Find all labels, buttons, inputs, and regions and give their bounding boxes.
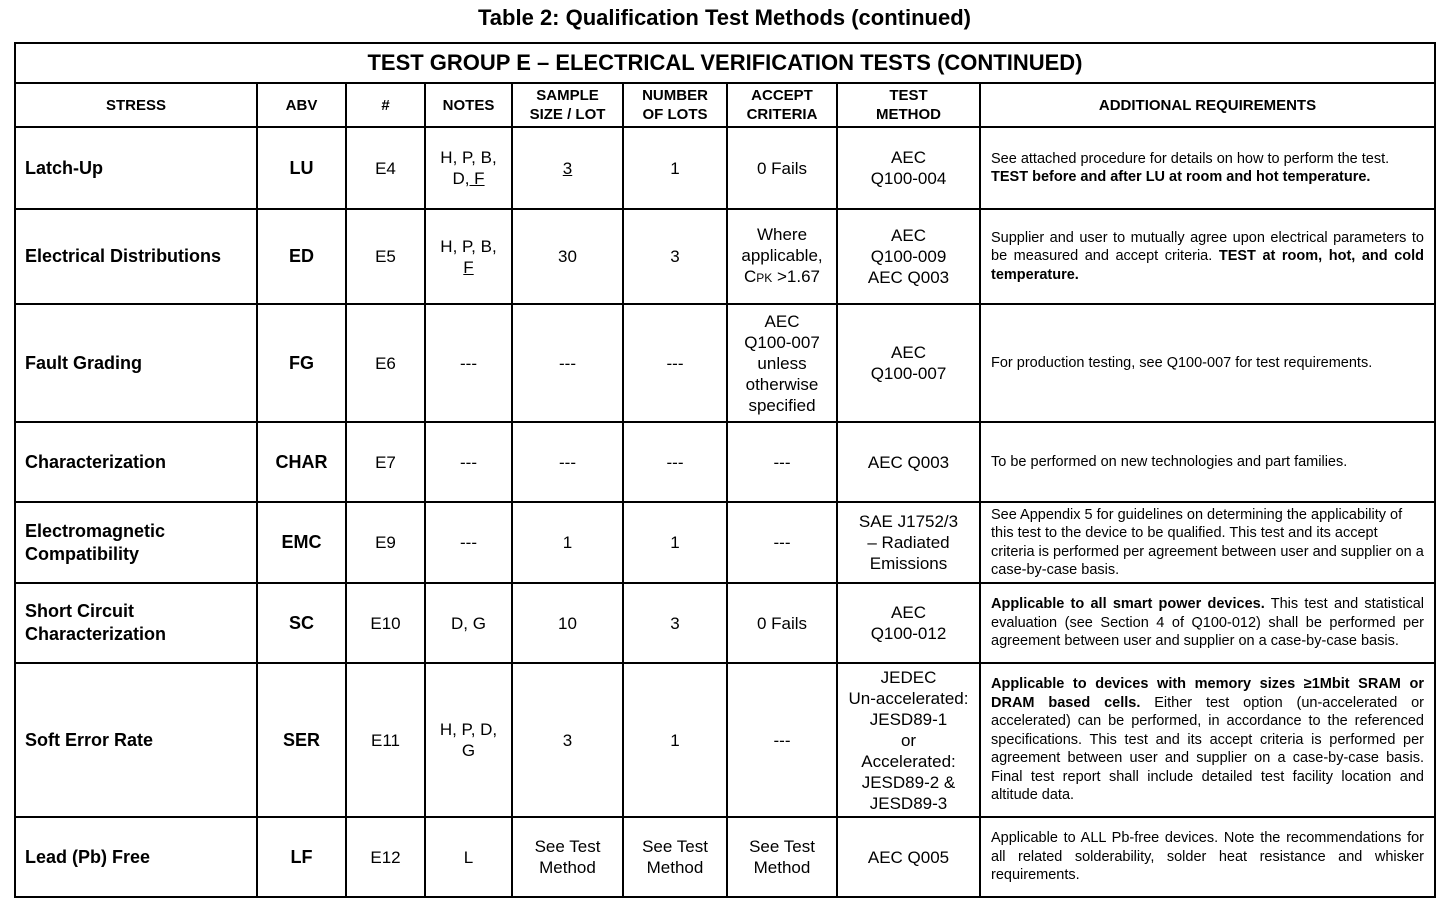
test-number-cell: E9 [346, 502, 425, 583]
notes-cell: L [425, 817, 512, 897]
notes-cell: H, P, B, F [425, 209, 512, 304]
table-row [15, 817, 1435, 897]
group-title: TEST GROUP E – ELECTRICAL VERIFICATION TESTS (CONTINUED) [15, 43, 1435, 83]
header-stress: STRESS [15, 83, 257, 127]
additional-requirements-cell: To be performed on new technologies and part families. [980, 422, 1435, 502]
table-row [15, 422, 1435, 502]
header-sample-size: SAMPLE SIZE / LOT [512, 83, 623, 127]
additional-requirements-cell: See attached procedure for details on how to perform the test. TEST before and after LU at room and hot temperature. [980, 127, 1435, 209]
notes-cell: D, G [425, 583, 512, 663]
lots-cell: 1 [623, 127, 727, 209]
abv-cell: ED [257, 209, 346, 304]
additional-requirements-cell: Applicable to all smart power devices. This test and statistical evaluation (see Section 4 of Q100-012) shall be performed per agreement between user and supplier on a case-by-case basis. [980, 583, 1435, 663]
qualification-table [14, 42, 1436, 898]
stress-cell: Latch-Up [15, 127, 257, 209]
lots-cell: See Test Method [623, 817, 727, 897]
lots-cell: --- [623, 422, 727, 502]
header-abv: ABV [257, 83, 346, 127]
stress-cell: Characterization [15, 422, 257, 502]
lots-cell: 1 [623, 502, 727, 583]
test-number-cell: E4 [346, 127, 425, 209]
notes-cell: H, P, D, G [425, 663, 512, 817]
test-method-cell: AEC Q100-007 [837, 304, 980, 422]
stress-cell: Electromagnetic Compatibility [15, 502, 257, 583]
sample-size-cell: 3 [512, 663, 623, 817]
table-row [15, 304, 1435, 422]
accept-criteria-cell: 0 Fails [727, 583, 837, 663]
sample-size-cell: See Test Method [512, 817, 623, 897]
test-method-cell: AEC Q005 [837, 817, 980, 897]
table-row [15, 663, 1435, 817]
accept-criteria-cell: --- [727, 663, 837, 817]
additional-requirements-cell: For production testing, see Q100-007 for test requirements. [980, 304, 1435, 422]
lots-cell: 3 [623, 209, 727, 304]
test-method-cell: AEC Q100-009 AEC Q003 [837, 209, 980, 304]
additional-requirements-cell: See Appendix 5 for guidelines on determining the applicability of this test to the device to be qualified. This test and its accept criteria is performed per agreement between user and supplier on a case-by-case basis. [980, 502, 1435, 583]
test-method-cell: AEC Q003 [837, 422, 980, 502]
accept-criteria-cell: See Test Method [727, 817, 837, 897]
abv-cell: EMC [257, 502, 346, 583]
test-method-cell: AEC Q100-012 [837, 583, 980, 663]
table-row [15, 209, 1435, 304]
test-method-cell: JEDEC Un-accelerated: JESD89-1 or Accelerated: JESD89-2 & JESD89-3 [837, 663, 980, 817]
sample-size-cell: 10 [512, 583, 623, 663]
notes-cell: --- [425, 422, 512, 502]
stress-cell: Lead (Pb) Free [15, 817, 257, 897]
test-method-cell: SAE J1752/3 – Radiated Emissions [837, 502, 980, 583]
notes-cell: --- [425, 304, 512, 422]
abv-cell: CHAR [257, 422, 346, 502]
abv-cell: SER [257, 663, 346, 817]
table-row [15, 583, 1435, 663]
abv-cell: SC [257, 583, 346, 663]
accept-criteria-cell: --- [727, 502, 837, 583]
lots-cell: --- [623, 304, 727, 422]
stress-cell: Fault Grading [15, 304, 257, 422]
notes-cell: H, P, B, D, F [425, 127, 512, 209]
notes-cell: --- [425, 502, 512, 583]
header-accept-criteria: ACCEPT CRITERIA [727, 83, 837, 127]
header-notes: NOTES [425, 83, 512, 127]
lots-cell: 1 [623, 663, 727, 817]
header-number: # [346, 83, 425, 127]
accept-criteria-cell: --- [727, 422, 837, 502]
header-additional-requirements: ADDITIONAL REQUIREMENTS [980, 83, 1435, 127]
abv-cell: LF [257, 817, 346, 897]
test-number-cell: E7 [346, 422, 425, 502]
additional-requirements-cell: Applicable to ALL Pb-free devices. Note the recommendations for all related solderability, solder heat resistance and whisker requirements. [980, 817, 1435, 897]
sample-size-cell: 3 [512, 127, 623, 209]
stress-cell: Electrical Distributions [15, 209, 257, 304]
stress-cell: Soft Error Rate [15, 663, 257, 817]
accept-criteria-cell: 0 Fails [727, 127, 837, 209]
test-number-cell: E6 [346, 304, 425, 422]
sample-size-cell: 1 [512, 502, 623, 583]
sample-size-cell: 30 [512, 209, 623, 304]
header-number-of-lots: NUMBER OF LOTS [623, 83, 727, 127]
table-row [15, 127, 1435, 209]
header-test-method: TEST METHOD [837, 83, 980, 127]
test-number-cell: E10 [346, 583, 425, 663]
abv-cell: LU [257, 127, 346, 209]
column-headers [15, 83, 1435, 127]
test-number-cell: E11 [346, 663, 425, 817]
test-number-cell: E12 [346, 817, 425, 897]
test-number-cell: E5 [346, 209, 425, 304]
page-title: Table 2: Qualification Test Methods (continued) [478, 5, 971, 30]
sample-size-cell: --- [512, 422, 623, 502]
stress-cell: Short Circuit Characterization [15, 583, 257, 663]
abv-cell: FG [257, 304, 346, 422]
additional-requirements-cell: Applicable to devices with memory sizes ≥1Mbit SRAM or DRAM based cells. Either test option (un-accelerated or accelerated) can be performed, in accordance to the referenced specifications. This test and its accept criteria is performed per agreement between user and supplier on a case-by-case basis. Final test report shall include detailed test facility location and altitude data. [980, 663, 1435, 817]
test-method-cell: AEC Q100-004 [837, 127, 980, 209]
accept-criteria-cell: Where applicable, CPK >1.67 [727, 209, 837, 304]
lots-cell: 3 [623, 583, 727, 663]
additional-requirements-cell: Supplier and user to mutually agree upon electrical parameters to be measured and accept criteria. TEST at room, hot, and cold temperature. [980, 209, 1435, 304]
table-row [15, 502, 1435, 583]
accept-criteria-cell: AEC Q100-007 unless otherwise specified [727, 304, 837, 422]
sample-size-cell: --- [512, 304, 623, 422]
